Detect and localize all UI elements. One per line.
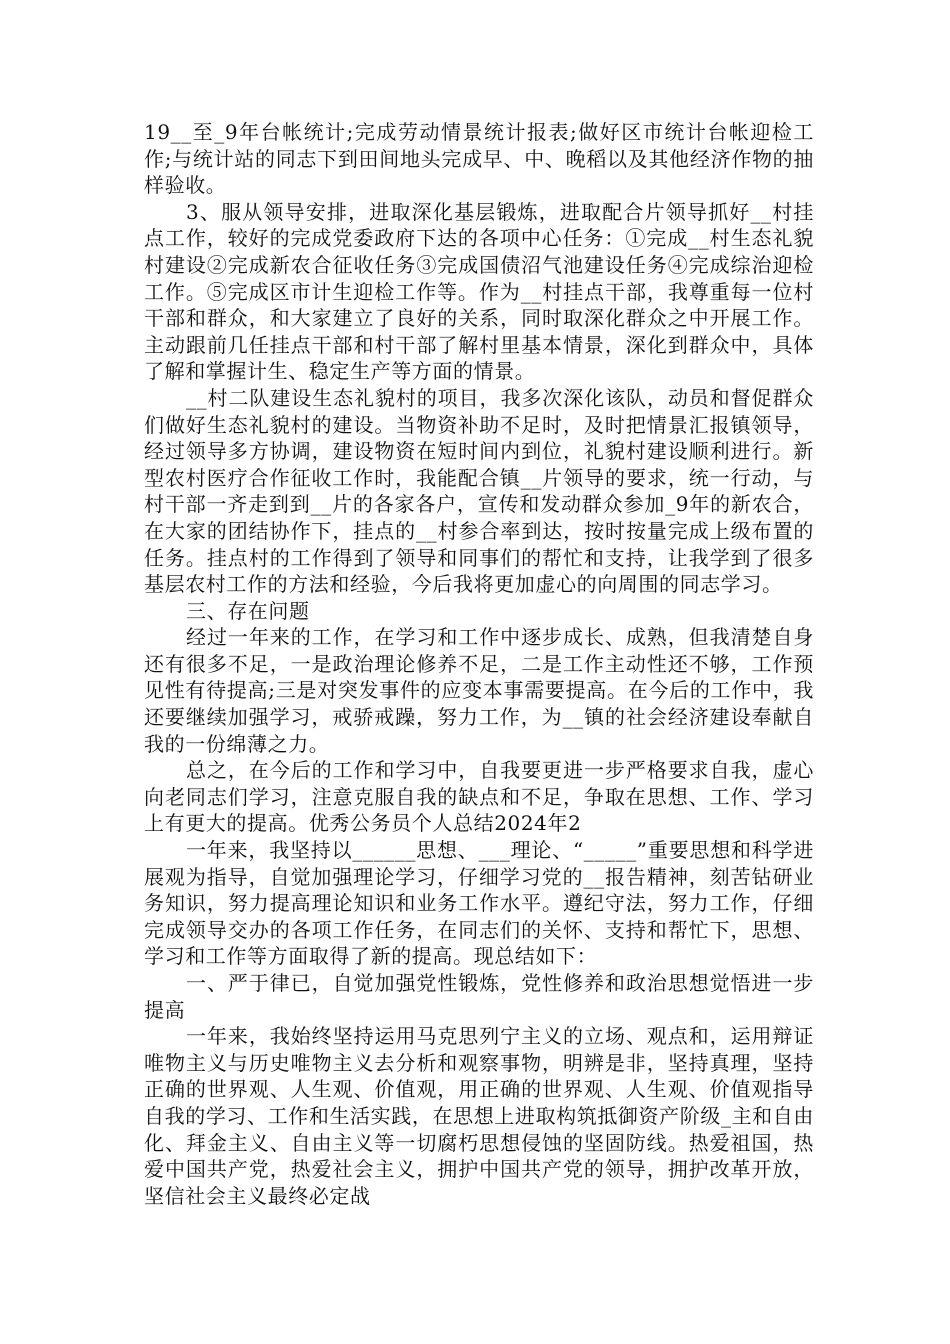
paragraph-ideology: 一年来，我始终坚持运用马克思列宁主义的立场、观点和，运用辩证唯物主义与历史唯物主义去分析和观察事物，明辨是非，坚持真理，坚持正确的世界观、人生观、价值观，用正确的世界观、人生观、价值观指导自我的学习、工作和生活实践，在思想上进取构筑抵御资产阶级_主和自由化、拜金主义、自由主义等一切腐朽思想侵蚀的坚固防线。热爱祖国，热爱中国共产党，热爱社会主义，拥护中国共产党的领导，拥护改革开放，坚信社会主义最终必定战	[144, 1024, 814, 1208]
paragraph-shortcomings: 经过一年来的工作，在学习和工作中逐步成长、成熟，但我清楚自身还有很多不足，一是政治理论修养不足，二是工作主动性还不够，工作预见性有待提高;三是对突发事件的应变本事需要提高。在今后的工作中，我还要继续加强学习，戒骄戒躁，努力工作，为__镇的社会经济建设奉献自我的一份绵薄之力。	[144, 625, 814, 756]
paragraph-ecological-village: __村二队建设生态礼貌村的项目，我多次深化该队，动员和督促群众们做好生态礼貌村的建设。当物资补助不足时，及时把情景汇报镇领导，经过领导多方协调，建设物资在短时间内到位，礼貌村建设顺利进行。新型农村医疗合作征收工作时，我能配合镇__片领导的要求，统一行动，与村干部一齐走到到__片的各家各户，宣传和发动群众参加_9年的新农合，在大家的团结协作下，挂点的__村参合率到达，按时按量完成上级布置的任务。挂点村的工作得到了领导和同事们的帮忙和支持，让我学到了很多基层农村工作的方法和经验，今后我将更加虚心的向周围的同志学习。	[144, 385, 814, 597]
paragraph-summary-intro: 一年来，我坚持以______思想、___理论、“_____”重要思想和科学进展观为指导，自觉加强理论学习，仔细学习党的__报告精神，刻苦钻研业务知识，努力提高理论知识和业务工作水平。遵纪守法，努力工作，仔细完成领导交办的各项工作任务，在同志们的关怀、支持和帮忙下，思想、学习和工作等方面取得了新的提高。现总结如下：	[144, 838, 814, 969]
document-body	[144, 119, 814, 1209]
paragraph-village-liaison: 3、服从领导安排，进取深化基层锻炼，进取配合片领导抓好__村挂点工作，较好的完成党委政府下达的各项中心任务：①完成__村生态礼貌村建设②完成新农合征收任务③完成国债沼气池建设任务④完成综治迎检工作。⑤完成区市计生迎检工作等。作为__村挂点干部，我尊重每一位村干部和群众，和大家建立了良好的关系，同时取深化群众之中开展工作。主动跟前几任挂点干部和村干部了解村里基本情景，深化到群众中，具体了解和掌握计生、稳定生产等方面的情景。	[144, 199, 814, 384]
paragraph-statistics: 19__至_9年台帐统计;完成劳动情景统计报表;做好区市统计台帐迎检工作;与统计站的同志下到田间地头完成早、中、晚稻以及其他经济作物的抽样验收。	[144, 120, 814, 198]
paragraph-conclusion: 总之，在今后的工作和学习中，自我要更进一步严格要求自我，虚心向老同志们学习，注意克服自我的缺点和不足，争取在思想、工作、学习上有更大的提高。优秀公务员个人总结2024年2	[144, 758, 814, 836]
section-heading-problems: 三、存在问题	[186, 598, 310, 623]
section-heading-discipline: 一、严于律已，自觉加强党性锻炼，党性修养和政治思想觉悟进一步提高	[144, 971, 814, 1022]
